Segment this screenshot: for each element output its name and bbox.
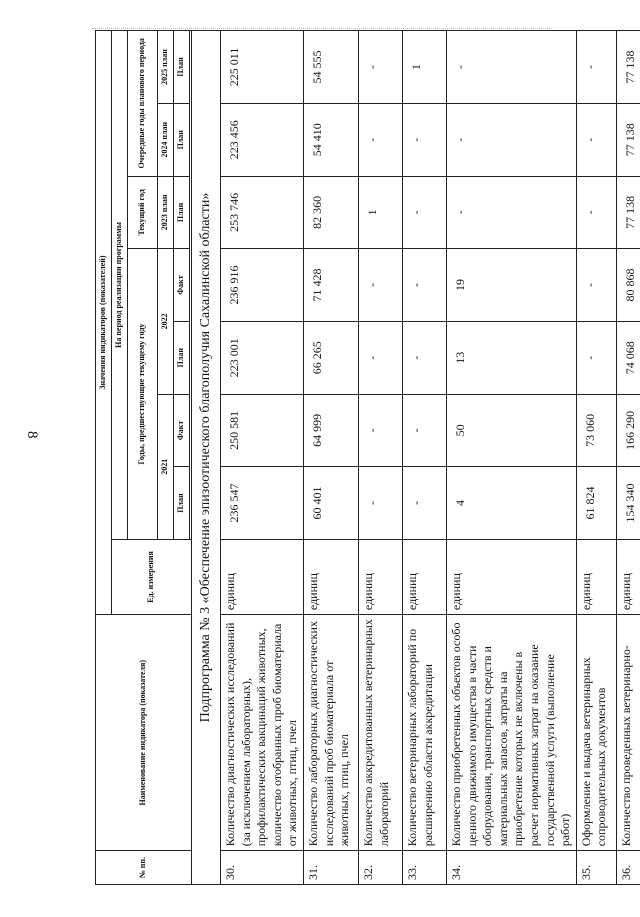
header-plan: План — [174, 467, 190, 540]
row-num: 32. — [358, 851, 402, 885]
table-row — [446, 31, 576, 885]
cell-2021-plan: - — [402, 467, 446, 540]
cell-2023-plan: - — [446, 176, 576, 249]
cell-2024-plan: 77 138 — [616, 103, 640, 176]
row-name: Количество диагностических исследований (за исключением лабораторных), профилактических вакцинаций животных, количество отобранных проб биоматериала от животных, птиц, пчел — [221, 615, 304, 851]
header-current-year: Текущий год — [128, 176, 158, 249]
row-unit: единиц — [616, 539, 640, 614]
cell-2022-plan: - — [358, 321, 402, 394]
row-unit: единиц — [358, 539, 402, 614]
header-plan: План — [174, 321, 190, 394]
row-num: 34. — [446, 851, 576, 885]
row-num: 35. — [576, 851, 616, 885]
cell-2022-fact: 19 — [446, 249, 576, 322]
table-row — [402, 31, 446, 885]
table-row — [576, 31, 616, 885]
cell-2022-fact: 80 868 — [616, 249, 640, 322]
row-name: Количество ветеринарных лабораторий по расширению области аккредитации — [402, 615, 446, 851]
row-num: 30. — [221, 851, 304, 885]
cell-2022-fact: - — [358, 249, 402, 322]
header-plan: План — [174, 176, 190, 249]
row-name: Количество проведенных ветеринарно- — [616, 615, 640, 851]
cell-2023-plan: - — [576, 176, 616, 249]
cell-2023-plan: - — [402, 176, 446, 249]
cell-2025-plan: - — [358, 31, 402, 104]
header-year-2023: 2023 план — [158, 176, 174, 249]
cell-2024-plan: - — [576, 103, 616, 176]
row-num: 33. — [402, 851, 446, 885]
cell-2021-plan: 154 340 — [616, 467, 640, 540]
cell-2021-fact: - — [358, 394, 402, 467]
page-edge-line — [92, 28, 552, 29]
page-number: 8 — [24, 431, 40, 439]
cell-2024-plan: - — [358, 103, 402, 176]
cell-2024-plan: 223 456 — [221, 103, 304, 176]
cell-2021-plan: 236 547 — [221, 467, 304, 540]
cell-2025-plan: 225 011 — [221, 31, 304, 104]
header-year-2022: 2022 — [158, 249, 174, 394]
header-unit: Ед. измерения — [112, 539, 192, 614]
header-values: Значения индикаторов (показателей) — [96, 31, 112, 615]
header-year-2021: 2021 — [158, 394, 174, 539]
cell-2023-plan: 77 138 — [616, 176, 640, 249]
cell-2024-plan: 54 410 — [303, 103, 358, 176]
cell-2025-plan: - — [446, 31, 576, 104]
header-prev-years: Годы, предшествующие текущему году — [128, 249, 158, 540]
row-unit: единиц — [221, 539, 304, 614]
cell-2021-plan: 4 — [446, 467, 576, 540]
cell-2022-fact: - — [402, 249, 446, 322]
header-plan: План — [174, 31, 190, 104]
row-name: Количество приобретенных объектов особо ценного движимого имущества в части оборудования, транспортных средств и материальных запасов, затраты на приобретение которых не включены в расчет нормативных затрат на оказание государственной услуги (выполнение работ) — [446, 615, 576, 851]
cell-2022-fact: 236 916 — [221, 249, 304, 322]
row-name: Количество аккредитованных ветеринарных лабораторий — [358, 615, 402, 851]
row-unit: единиц — [402, 539, 446, 614]
header-num: № пп. — [96, 851, 192, 885]
table-row — [221, 31, 304, 885]
row-name: Количество лабораторных диагностических исследований проб биоматериала от животных, птиц, пчел — [303, 615, 358, 851]
row-num: 36. — [616, 851, 640, 885]
header-period: На период реализации программы — [112, 31, 128, 540]
cell-2025-plan: 77 138 — [616, 31, 640, 104]
table-row — [358, 31, 402, 885]
cell-2023-plan: 1 — [358, 176, 402, 249]
cell-2022-fact: - — [576, 249, 616, 322]
cell-2022-plan: 223 001 — [221, 321, 304, 394]
cell-2022-plan: 13 — [446, 321, 576, 394]
row-name: Оформление и выдача ветеринарных сопроводительных документов — [576, 615, 616, 851]
row-unit: единиц — [576, 539, 616, 614]
indicators-table — [95, 30, 640, 885]
cell-2021-plan: 61 824 — [576, 467, 616, 540]
header-year-2025: 2025 план — [158, 31, 174, 104]
cell-2023-plan: 253 746 — [221, 176, 304, 249]
cell-2021-plan: 60 401 — [303, 467, 358, 540]
header-fact: Факт — [174, 394, 190, 467]
row-unit: единиц — [446, 539, 576, 614]
subprogram-title: Подпрограмма № 3 «Обеспечение эпизоотического благополучия Сахалинской области» — [192, 31, 221, 885]
row-num: 31. — [303, 851, 358, 885]
header-plan: План — [174, 103, 190, 176]
header-next-years: Очередные годы планового периода — [128, 31, 158, 177]
cell-2021-fact: 166 290 — [616, 394, 640, 467]
header-fact: Факт — [174, 249, 190, 322]
cell-2022-plan: - — [576, 321, 616, 394]
cell-2024-plan: - — [402, 103, 446, 176]
cell-2021-fact: - — [402, 394, 446, 467]
table-row — [616, 31, 640, 885]
cell-2022-fact: 71 428 — [303, 249, 358, 322]
rotated-page-content — [95, 30, 637, 885]
row-unit: единиц — [303, 539, 358, 614]
cell-2022-plan: 66 265 — [303, 321, 358, 394]
cell-2022-plan: - — [402, 321, 446, 394]
header-name: Наименование индикатора (показателя) — [96, 615, 192, 851]
cell-2025-plan: 1 — [402, 31, 446, 104]
cell-2025-plan: 54 555 — [303, 31, 358, 104]
cell-2022-plan: 74 068 — [616, 321, 640, 394]
cell-2021-plan: - — [358, 467, 402, 540]
table-row — [303, 31, 358, 885]
cell-2025-plan: - — [576, 31, 616, 104]
header-year-2024: 2024 план — [158, 103, 174, 176]
cell-2021-fact: 64 999 — [303, 394, 358, 467]
cell-2023-plan: 82 360 — [303, 176, 358, 249]
cell-2021-fact: 250 581 — [221, 394, 304, 467]
cell-2021-fact: 73 060 — [576, 394, 616, 467]
cell-2021-fact: 50 — [446, 394, 576, 467]
cell-2024-plan: - — [446, 103, 576, 176]
